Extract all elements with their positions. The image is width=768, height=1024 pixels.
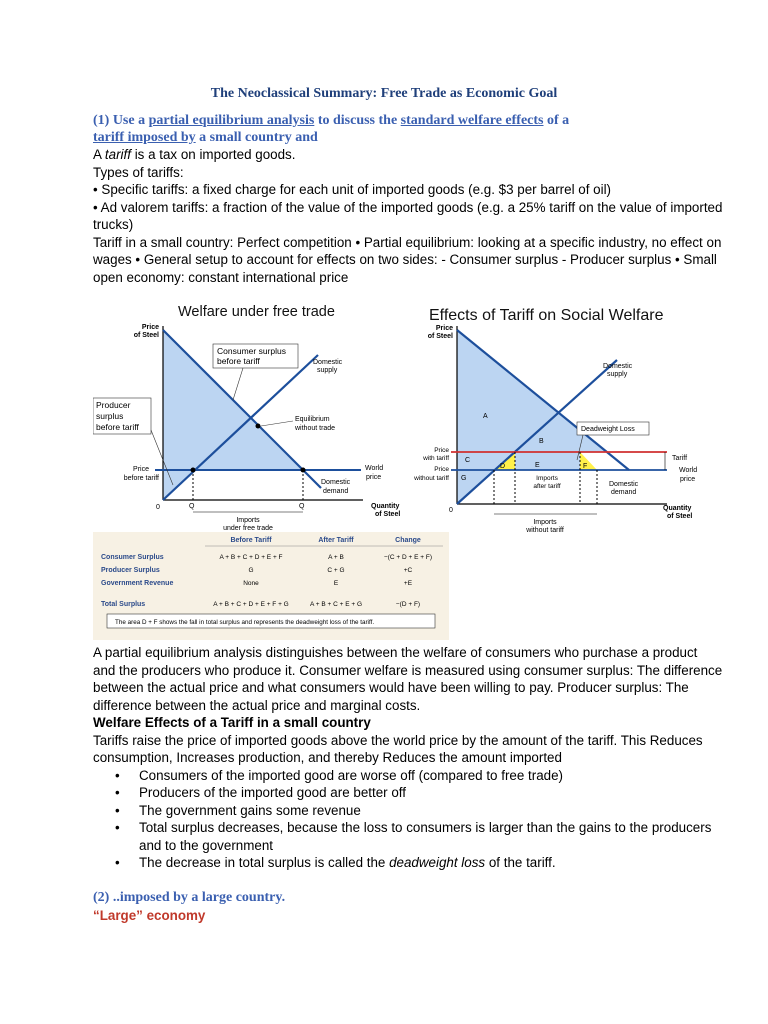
figure-tariff-effects <box>407 300 717 538</box>
body-text: A partial equilibrium analysis distinguishes between the welfare of consumers who purchase a product and the producers who produce it. Consumer welfare is measured using consumer surplus: The difference between the actual price and what consumers would have been willing to pay. Producer surplus: The difference between the actual price and marginal costs. Welfare Effects of a Tariff in a small country Tariffs raise the price of imported goods above the world price by the amount of the tariff. This Reduces consumption, Increases production, and thereby Reduces the amount imported • Consumers of the imported good are worse off (compared to free trade) • Producers of the imported good are better off • The government gains some revenue • Total surplus decreases, because the loss to consumers is larger than the gains to the producers and to the government • The decrease in total surplus is called the deadweight loss of the tariff. <box>93 644 723 872</box>
svg-text:supply: supply <box>317 367 338 374</box>
svg-text:A: A <box>483 413 488 420</box>
svg-text:Change: Change <box>395 537 421 544</box>
svg-text:Q: Q <box>299 503 305 510</box>
svg-text:demand: demand <box>611 489 637 496</box>
list-item: • Total surplus decreases, because the loss to consumers is larger than the gains to the producers and to the government <box>93 819 723 854</box>
svg-text:of Steel: of Steel <box>667 513 693 520</box>
svg-text:F: F <box>583 463 588 470</box>
svg-text:Deadweight Loss: Deadweight Loss <box>581 426 635 433</box>
svg-text:A + B + C + D + E + F + G: A + B + C + D + E + F + G <box>213 601 289 608</box>
svg-text:Imports: Imports <box>236 517 260 524</box>
svg-text:without tariff: without tariff <box>526 527 564 534</box>
tariff-imposed-link[interactable]: tariff imposed by <box>93 130 196 145</box>
list-item: • Producers of the imported good are better off <box>93 784 723 802</box>
svg-text:Domestic: Domestic <box>321 479 351 486</box>
svg-text:Q: Q <box>189 503 195 510</box>
svg-text:+C: +C <box>403 567 413 574</box>
page-title: The Neoclassical Summary: Free Trade as Economic Goal <box>210 86 558 101</box>
svg-text:of Steel: of Steel <box>375 511 401 518</box>
svg-text:G: G <box>248 567 254 574</box>
svg-text:of Steel: of Steel <box>427 333 453 340</box>
fig1-title: Welfare under free trade <box>178 304 335 320</box>
svg-text:supply: supply <box>607 371 628 378</box>
svg-text:World: World <box>679 467 698 474</box>
svg-text:Domestic: Domestic <box>603 363 633 370</box>
list-item: • The decrease in total surplus is called the deadweight loss of the tariff. <box>93 854 723 872</box>
question-2: (2) ..imposed by a large country. <box>93 890 286 905</box>
svg-text:demand: demand <box>323 488 349 495</box>
svg-text:+E: +E <box>403 580 413 587</box>
svg-text:before tariff: before tariff <box>96 422 139 432</box>
svg-text:A + B + C + D + E + F: A + B + C + D + E + F <box>219 554 283 561</box>
svg-text:Quantity: Quantity <box>371 503 400 510</box>
svg-text:Consumer Surplus: Consumer Surplus <box>101 554 164 561</box>
svg-text:Consumer surplus: Consumer surplus <box>217 346 286 356</box>
svg-text:Price: Price <box>133 466 149 473</box>
svg-text:The area D + F shows the fall: The area D + F shows the fall in total surplus and represents the deadweight loss of the tariff. <box>115 619 375 626</box>
svg-text:G: G <box>461 475 467 482</box>
intro-text: A tariff is a tax on imported goods. Types of tariffs: • Specific tariffs: a fixed charge for each unit of imported goods (e.g. $3 per barrel of oil) • Ad valorem tariffs: a fraction of the value of the imported goods (e.g. a 25% tariff on the value of imported trucks) Tariff in a small country: Perfect competition • Partial equilibrium: looking at a specific industry, no effect on wages • General setup to account for effects on two sides: - Consumer surplus - Producer surplus • Small open economy: constant international price <box>93 147 723 285</box>
large-economy-heading: “Large” economy <box>93 908 206 923</box>
question-1: (1) Use a partial equilibrium analysis to discuss the standard welfare effects of a tariff imposed by a small country and <box>93 113 570 145</box>
svg-text:Price: Price <box>141 324 159 331</box>
svg-text:before tariff: before tariff <box>217 356 260 366</box>
svg-text:Price: Price <box>434 447 449 454</box>
svg-text:Quantity: Quantity <box>663 505 692 512</box>
svg-text:Imports: Imports <box>533 519 557 526</box>
svg-text:World: World <box>365 465 384 472</box>
svg-text:None: None <box>243 580 259 587</box>
svg-text:A + B: A + B <box>328 554 344 561</box>
svg-text:price: price <box>680 476 696 483</box>
section-heading: Welfare Effects of a Tariff in a small country <box>93 715 371 730</box>
svg-text:Producer Surplus: Producer Surplus <box>101 567 160 574</box>
svg-text:−(D + F): −(D + F) <box>395 601 421 608</box>
svg-text:0: 0 <box>156 504 160 511</box>
svg-text:Producer: Producer <box>96 400 131 410</box>
svg-text:without trade: without trade <box>295 425 336 432</box>
standard-welfare-link[interactable]: standard welfare effects <box>400 113 544 128</box>
svg-text:without tariff: without tariff <box>414 475 449 482</box>
svg-text:before tariff: before tariff <box>123 475 159 482</box>
list-item: • The government gains some revenue <box>93 802 723 820</box>
svg-text:Price: Price <box>435 325 453 332</box>
svg-text:0: 0 <box>449 507 453 514</box>
svg-text:A + B + C + E + G: A + B + C + E + G <box>309 601 363 608</box>
svg-text:with tariff: with tariff <box>423 455 449 462</box>
svg-text:Government Revenue: Government Revenue <box>101 580 174 587</box>
figure-welfare-free-trade <box>93 300 403 532</box>
svg-text:C: C <box>465 457 471 464</box>
svg-text:B: B <box>539 438 544 445</box>
effects-list <box>93 767 723 872</box>
svg-text:price: price <box>366 474 382 481</box>
svg-text:under free trade: under free trade <box>223 525 273 532</box>
svg-text:Total Surplus: Total Surplus <box>101 601 146 608</box>
svg-text:Tariff: Tariff <box>672 455 688 462</box>
svg-text:C + G: C + G <box>327 567 345 574</box>
svg-text:Domestic: Domestic <box>313 359 343 366</box>
svg-text:−(C + D + E + F): −(C + D + E + F) <box>383 554 433 561</box>
svg-text:After Tariff: After Tariff <box>318 537 354 544</box>
svg-text:Equilibrium: Equilibrium <box>295 416 330 423</box>
welfare-table <box>93 532 449 640</box>
svg-text:E: E <box>535 462 540 469</box>
fig2-title: Effects of Tariff on Social Welfare <box>429 307 664 324</box>
svg-text:Imports: Imports <box>536 475 558 482</box>
svg-text:Price: Price <box>434 466 449 473</box>
svg-text:Domestic: Domestic <box>609 481 639 488</box>
figures-area <box>93 300 717 640</box>
list-item: • Consumers of the imported good are worse off (compared to free trade) <box>93 767 723 785</box>
svg-text:after tariff: after tariff <box>533 483 561 490</box>
svg-text:surplus: surplus <box>96 411 124 421</box>
svg-text:E: E <box>333 580 339 587</box>
svg-text:Before Tariff: Before Tariff <box>230 537 272 544</box>
svg-text:of Steel: of Steel <box>133 332 159 339</box>
svg-text:D: D <box>500 463 506 470</box>
partial-equilibrium-link[interactable]: partial equilibrium analysis <box>148 113 315 128</box>
